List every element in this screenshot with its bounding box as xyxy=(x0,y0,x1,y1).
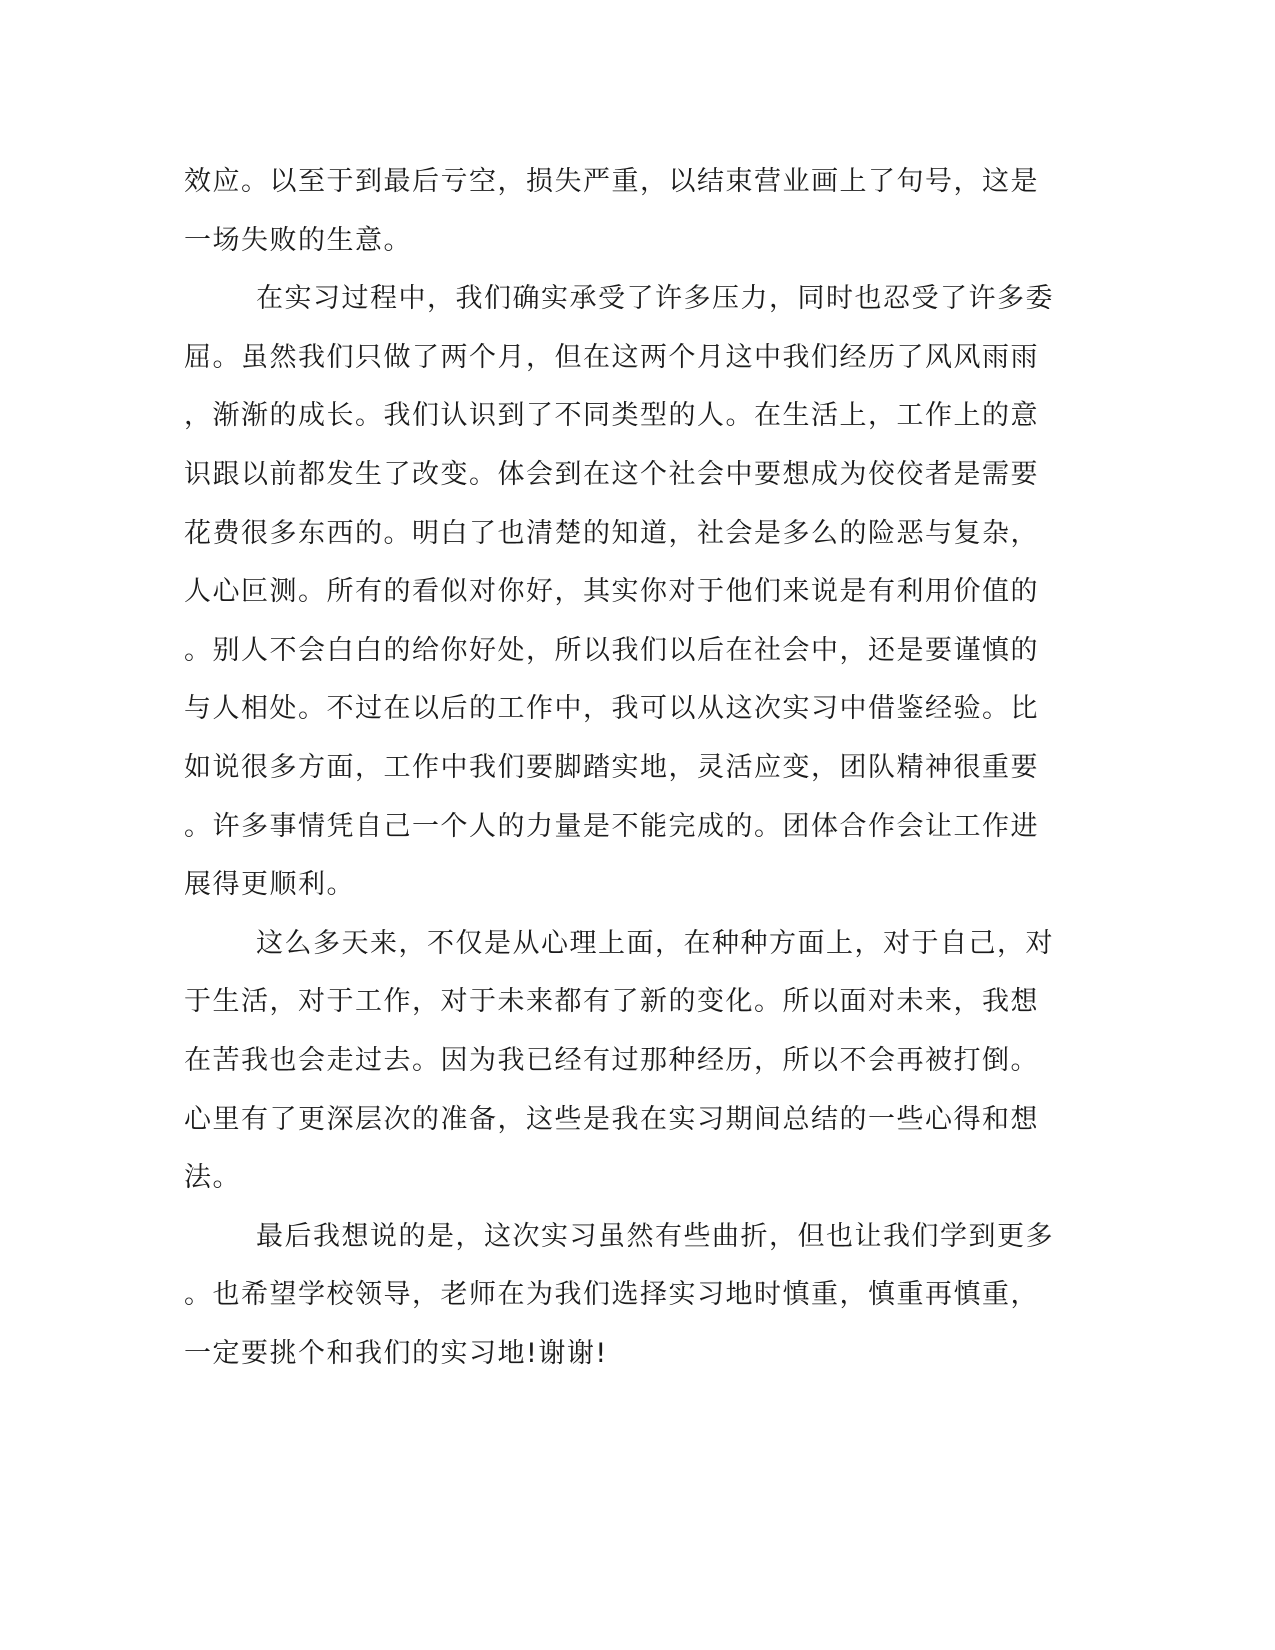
paragraph-4 xyxy=(184,1217,1054,1393)
text-line: 这么多天来，不仅是从心理上面，在种种方面上，对于自己，对 xyxy=(256,927,1054,959)
document-body xyxy=(184,162,1054,1392)
text-line: 法。 xyxy=(184,1162,241,1194)
text-line: 效应。以至于到最后亏空，损失严重，以结束营业画上了句号，这是 xyxy=(184,166,1039,197)
text-line: 屈。虽然我们只做了两个月，但在这两个月这中我们经历了风风雨雨 xyxy=(184,341,1039,373)
paragraph-1 xyxy=(184,162,1044,279)
text-line: 展得更顺利。 xyxy=(184,869,355,901)
text-line: 在苦我也会走过去。因为我已经有过那种经历，所以不会再被打倒。 xyxy=(184,1044,1039,1076)
text-line: 人心叵测。所有的看似对你好，其实你对于他们来说是有利用价值的 xyxy=(184,576,1039,608)
text-line: 心里有了更深层次的准备，这些是我在实习期间总结的一些心得和想 xyxy=(184,1103,1039,1135)
text-line: 最后我想说的是，这次实习虽然有些曲折，但也让我们学到更多 xyxy=(256,1220,1054,1252)
text-line: 花费很多东西的。明白了也清楚的知道，社会是多么的险恶与复杂， xyxy=(184,517,1039,549)
text-line: ，渐渐的成长。我们认识到了不同类型的人。在生活上，工作上的意 xyxy=(184,400,1039,432)
text-line: 如说很多方面，工作中我们要脚踏实地，灵活应变，团队精神很重要 xyxy=(184,751,1039,783)
text-line: 。别人不会白白的给你好处，所以我们以后在社会中，还是要谨慎的 xyxy=(184,634,1039,666)
text-line: 一场失败的生意。 xyxy=(184,224,412,256)
paragraph-2 xyxy=(184,279,1054,924)
text-line: 。许多事情凭自己一个人的力量是不能完成的。团体合作会让工作进 xyxy=(184,810,1039,842)
text-line: 与人相处。不过在以后的工作中，我可以从这次实习中借鉴经验。比 xyxy=(184,693,1039,725)
text-line: 于生活，对于工作，对于未来都有了新的变化。所以面对未来，我想 xyxy=(184,986,1039,1018)
paragraph-3 xyxy=(184,924,1054,1217)
text-line: 在实习过程中，我们确实承受了许多压力，同时也忍受了许多委 xyxy=(256,283,1054,315)
text-line: 一定要挑个和我们的实习地!谢谢! xyxy=(184,1337,608,1369)
text-line: 识跟以前都发生了改变。体会到在这个社会中要想成为佼佼者是需要 xyxy=(184,458,1039,490)
text-line: 。也希望学校领导，老师在为我们选择实习地时慎重，慎重再慎重， xyxy=(184,1279,1039,1311)
